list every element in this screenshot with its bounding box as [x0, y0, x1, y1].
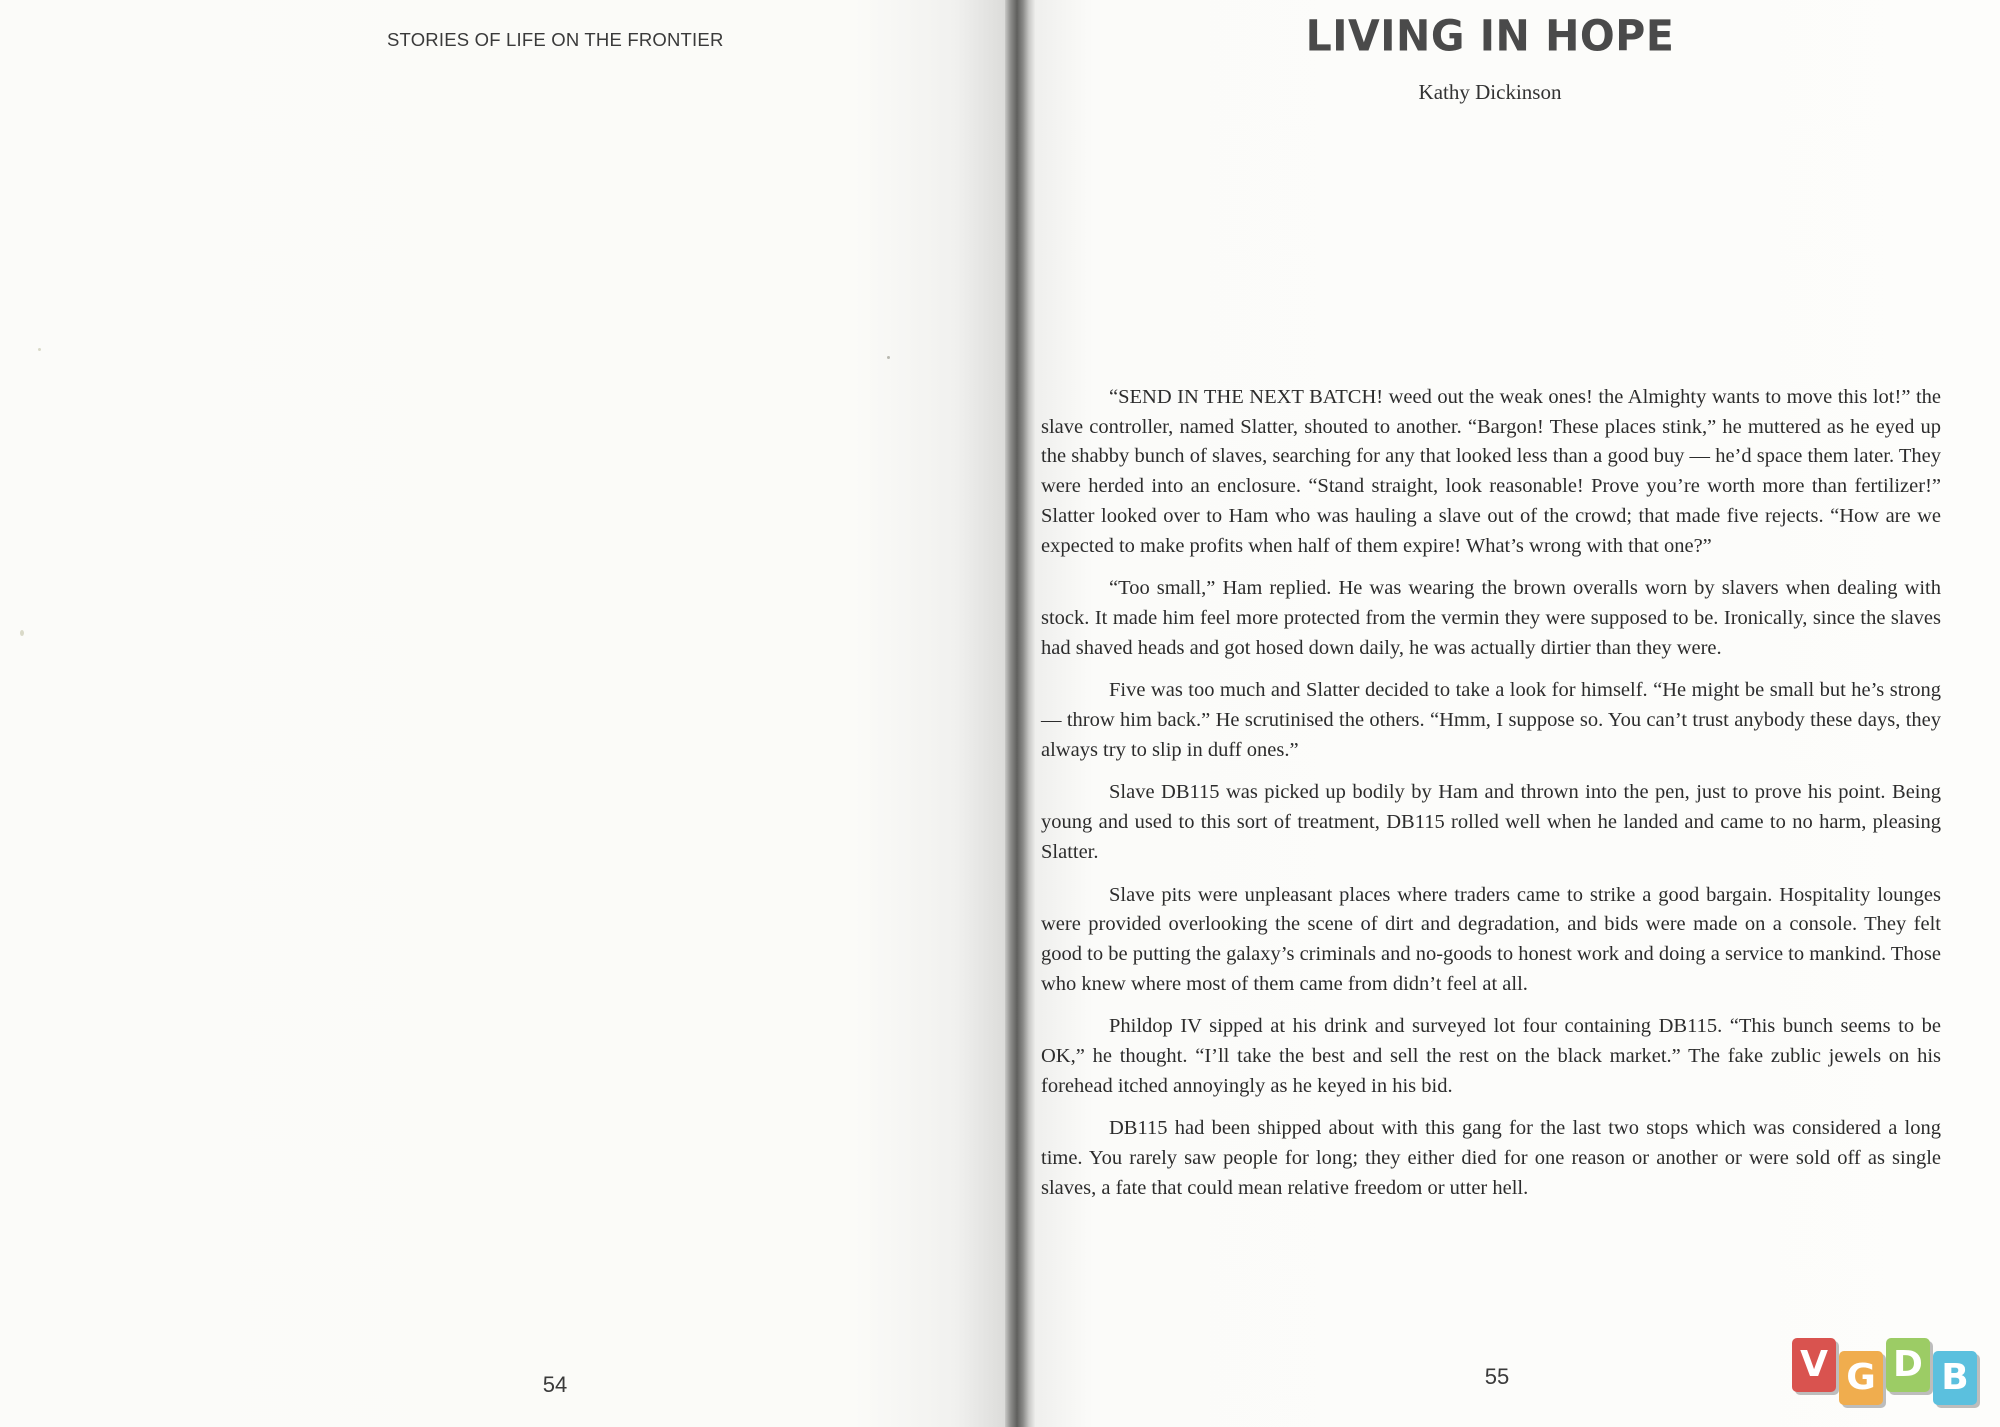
paragraph: DB115 had been shipped about with this gang for the last two stops which was considered a long time. You rarely saw people for long; they either died for one reason or another or were sold off as single slaves, a fate that could mean relative freedom or utter hell.	[1041, 1117, 1941, 1199]
paper-speck	[887, 356, 890, 359]
paragraph: “SEND IN THE NEXT BATCH! weed out the weak ones! the Almighty wants to move this lot!” the slave controller, named Slatter, shouted to another. “Bargon! These places stink,” he muttered as he eyed up the shabby bunch of slaves, searching for any that looked less than a good buy — he’d space them later. They were herded into an enclosure. “Stand straight, look reasonable! Prove you’re worth more than fertilizer!” Slatter looked over to Ham who was hauling a slave out of the crowd; that made five rejects. “How are we expected to make profits when half of them expire! What’s wrong with that one?”	[1041, 386, 1941, 557]
paragraph: Slave DB115 was picked up bodily by Ham and thrown into the pen, just to prove his point. Being young and used to this sort of treatment, DB115 rolled well when he landed and came to no harm, pleasing Slatter.	[1041, 781, 1941, 863]
paragraph: Slave pits were unpleasant places where traders came to strike a good bargain. Hospitality lounges were provided overlooking the scene of dirt and degradation, and bids were made on a console. They felt good to be putting the galaxy’s criminals and no-goods to honest work and doing a service to mankind. Those who knew where most of them came from didn’t feel at all.	[1041, 883, 1941, 995]
paper-speck	[38, 348, 41, 351]
running-header: STORIES OF LIFE ON THE FRONTIER	[387, 29, 724, 50]
logo-tile-b: B	[1933, 1351, 1977, 1405]
logo-tile-d: D	[1886, 1338, 1930, 1392]
paragraph: Five was too much and Slatter decided to take a look for himself. “He might be small but he’s strong — throw him back.” He scrutinised the others. “Hmm, I suppose so. You can’t trust anybody these days, they always try to slip in duff ones.”	[1041, 679, 1941, 761]
book-gutter	[1005, 0, 1035, 1427]
story-author: Kathy Dickinson	[1418, 80, 1562, 104]
story-body	[1041, 383, 1941, 1217]
story-title: LIVING IN HOPE	[1305, 10, 1675, 62]
page-number-left: 54	[542, 1372, 568, 1397]
paragraph: Phildop IV sipped at his drink and surveyed lot four containing DB115. “This bunch seems to be OK,” he thought. “I’ll take the best and sell the rest on the black market.” The fake zublic jewels on his forehead itched annoyingly as he keyed in his bid.	[1041, 1015, 1941, 1097]
logo-tile-g: G	[1839, 1351, 1883, 1405]
paragraph: “Too small,” Ham replied. He was wearing the brown overalls worn by slavers when dealing with stock. It made him feel more protected from the vermin they were supposed to be. Ironically, since the slaves had shaved heads and got hosed down daily, he was actually dirtier than they were.	[1041, 577, 1941, 659]
paper-speck	[20, 630, 24, 636]
vgdb-watermark-logo	[1792, 1338, 1992, 1418]
page-number-right: 55	[1484, 1364, 1510, 1389]
logo-tile-v: V	[1792, 1338, 1836, 1392]
